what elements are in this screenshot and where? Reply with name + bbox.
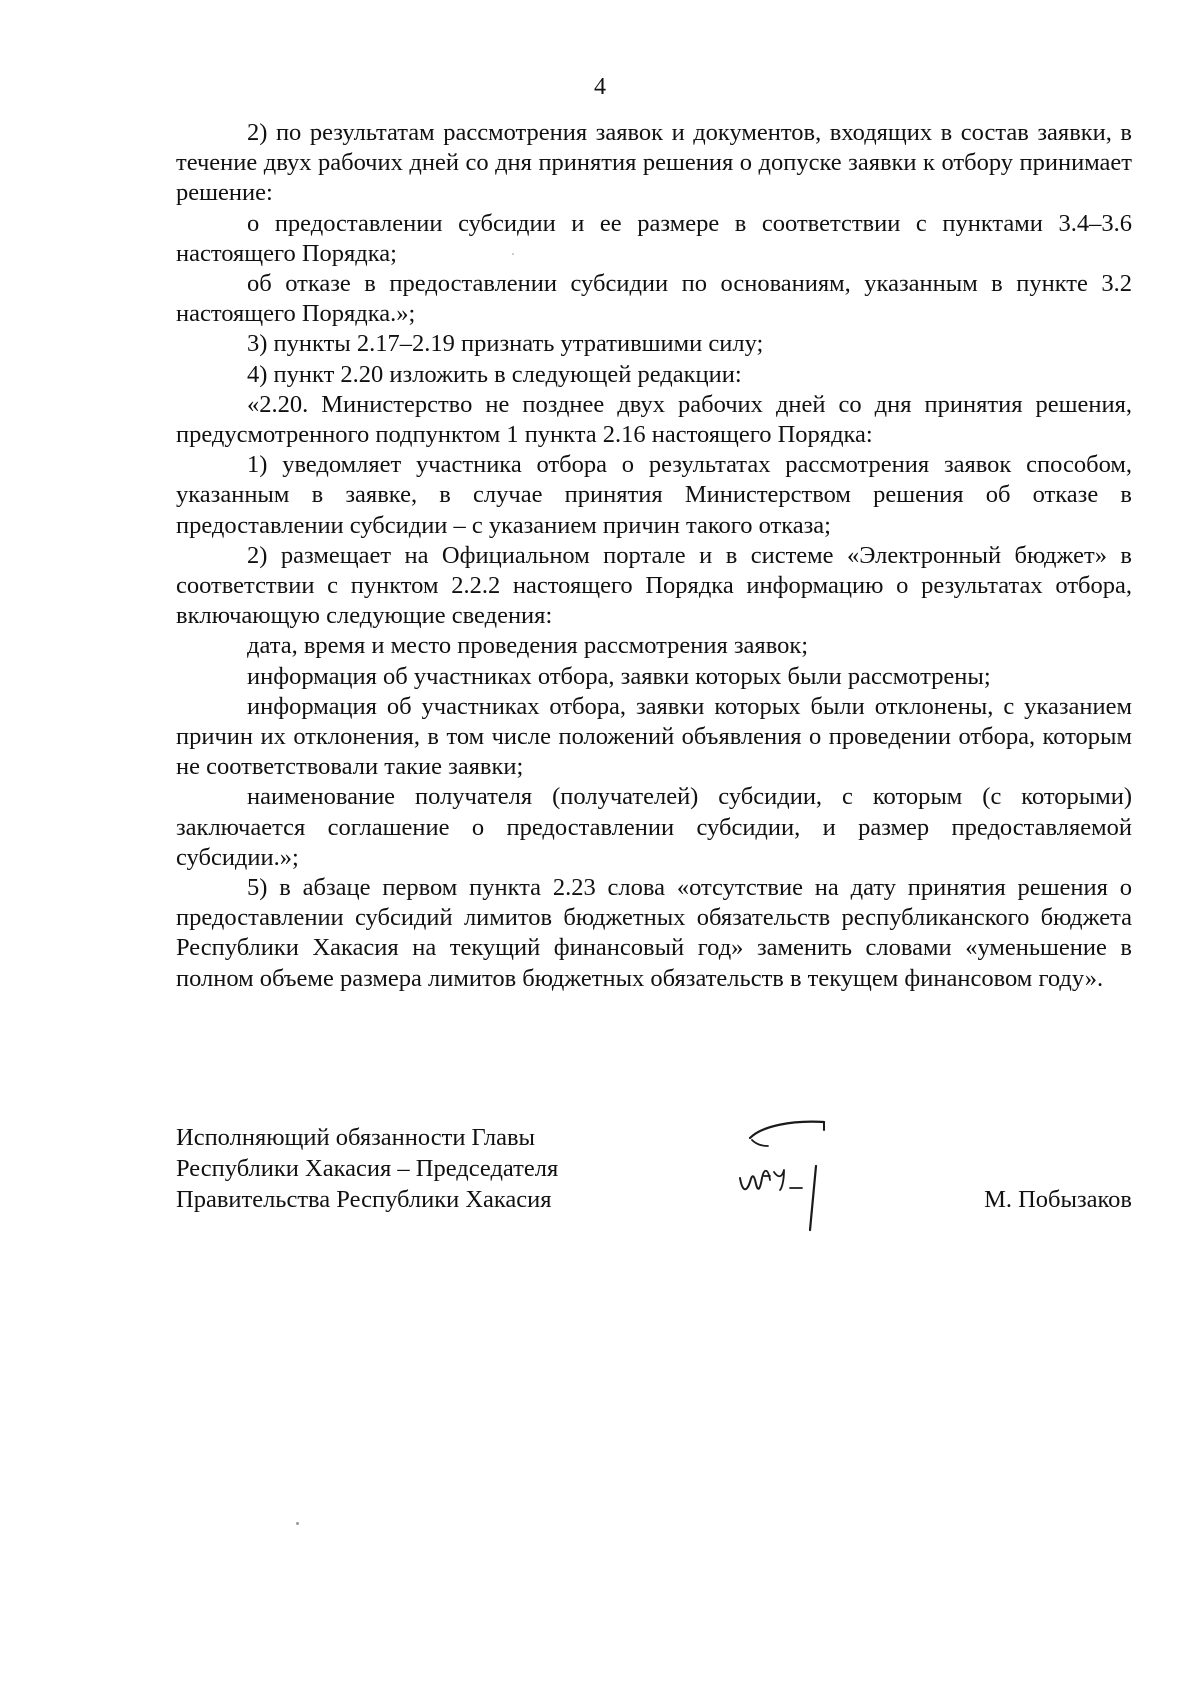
scan-artifact: [512, 253, 514, 255]
signatory-title-line: Исполняющий обязанности Главы: [176, 1124, 536, 1151]
paragraph: 5) в абзаце первом пункта 2.23 слова «отсутствие на дату принятия решения о предоставлении субсидий лимитов бюджетных обязательств республиканского бюджета Республики Хакасия на текущий финансовый год» заменить словами «уменьшение в полном объеме размера лимитов бюджетных обязательств в текущем финансовом году».: [176, 874, 1132, 992]
paragraph: 3) пункты 2.17–2.19 признать утратившими силу;: [247, 330, 764, 358]
signatory-title-line: Республики Хакасия – Председателя: [176, 1155, 559, 1182]
document-body: [176, 118, 1132, 994]
paragraph: 1) уведомляет участника отбора о результатах рассмотрения заявок способом, указанным в заявке, в случае принятия Министерством решения об отказе в предоставлении субсидии – с указанием причин такого отказа;: [176, 451, 1132, 539]
signatory-name: М. Побызаков: [984, 1186, 1132, 1213]
paragraph: об отказе в предоставлении субсидии по основаниям, указанным в пункте 3.2 настоящего Порядка.»;: [176, 270, 1132, 328]
paragraph: о предоставлении субсидии и ее размере в соответствии с пунктами 3.4–3.6 настоящего Порядка;: [176, 209, 1132, 267]
paragraph: дата, время и место проведения рассмотрения заявок;: [247, 632, 809, 660]
paragraph: информация об участниках отбора, заявки которых были рассмотрены;: [247, 662, 991, 690]
scan-artifact: [296, 1522, 299, 1525]
signatory-title-line: Правительства Республики Хакасия: [176, 1186, 552, 1213]
page-number: 4: [594, 74, 606, 100]
paragraph: информация об участниках отбора, заявки которых были отклонены, с указанием причин их отклонения, в том числе положений объявления о проведении отбора, которым не соответствовали такие заявки;: [176, 692, 1132, 781]
paragraph: наименование получателя (получателей) субсидии, с которым (с которыми) заключается соглашение о предоставлении субсидии, и размер предоставляемой субсидии.»;: [176, 783, 1132, 871]
signature-block: [176, 1122, 1132, 1242]
handwritten-signature-icon: [732, 1108, 842, 1238]
paragraph: 4) пункт 2.20 изложить в следующей редакции:: [247, 360, 742, 388]
signatory-title: [176, 1122, 558, 1215]
paragraph: 2) размещает на Официальном портале и в системе «Электронный бюджет» в соответствии с пунктом 2.2.2 настоящего Порядка информацию о результатах отбора, включающую следующие сведения:: [176, 541, 1132, 630]
paragraph: 2) по результатам рассмотрения заявок и документов, входящих в состав заявки, в течение двух рабочих дней со дня принятия решения о допуске заявки к отбору принимает решение:: [176, 119, 1132, 207]
paragraph: «2.20. Министерство не позднее двух рабочих дней со дня принятия решения, предусмотренного подпунктом 1 пункта 2.16 настоящего Порядка:: [176, 390, 1132, 449]
